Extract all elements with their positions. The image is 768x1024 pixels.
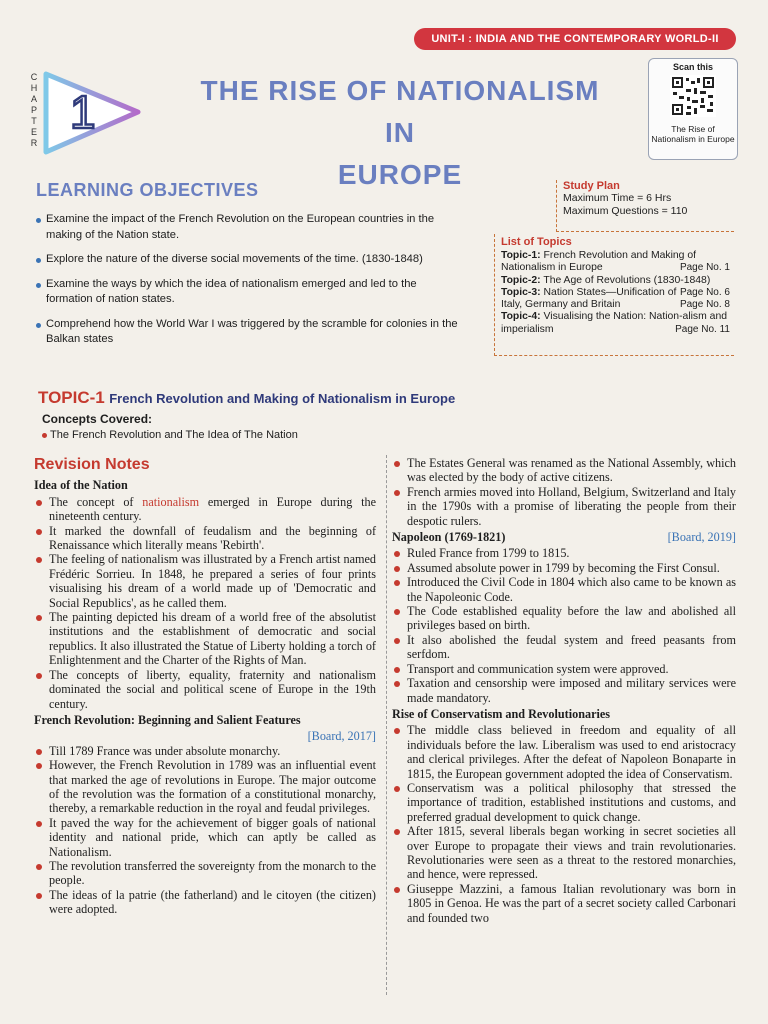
list-item: Explore the nature of the diverse social movements of the time. (1830-1848) [36, 252, 466, 268]
topic-heading [38, 388, 455, 408]
revision-left-column [34, 458, 376, 917]
bullet-icon [394, 551, 400, 557]
bullet-icon [394, 461, 400, 467]
bullet-icon [36, 323, 41, 328]
bullet-icon [36, 218, 41, 223]
list-item: It marked the downfall of feudalism and the beginning of Renaissance which literally means 'Rebirth'. [34, 524, 376, 553]
topic-list-item[interactable]: Topic-2: The Age of Revolutions (1830-1848) Page No. 6 [501, 274, 730, 298]
list-item: Taxation and censorship were imposed and military services were made mandatory. [392, 676, 736, 705]
list-item: The middle class believed in freedom and equality of all individuals before the law. Liberalism was used to end aristocracy and clerical privileges. After the defeat of Napoleon Bonaparte in 1815, the European government adopted the idea of Conservatism. [392, 723, 736, 781]
unit-banner: UNIT-I : INDIA AND THE CONTEMPORARY WORLD-II [414, 28, 736, 50]
list-item: Transport and communication system were approved. [392, 662, 736, 676]
learning-objectives-heading: LEARNING OBJECTIVES [36, 180, 259, 200]
list-item: Conservatism was a political philosophy that stressed the importance of tradition, established institutions and customs, and preferred gradual development to quick change. [392, 781, 736, 824]
bullet-icon [394, 490, 400, 496]
list-item: It paved the way for the achievement of bigger goals of national identity and national pride, which can aptly be called as Nationalism. [34, 816, 376, 859]
bullet-icon [36, 673, 42, 679]
topic-number: TOPIC-1 [38, 388, 105, 407]
napoleon-list [392, 546, 736, 704]
scan-qr-box[interactable] [648, 58, 738, 160]
conservatism-list [392, 723, 736, 925]
section-heading: Idea of the Nation [34, 478, 128, 493]
list-item: The feeling of nationalism was illustrated by a French artist named Frédéric Sorrieu. In 1848, he prepared a series of four prints visualising his dream of a world made up of 'Democratic and Social Republics', as he called them. [34, 552, 376, 610]
list-item: Till 1789 France was under absolute monarchy. [34, 744, 376, 758]
bullet-icon [394, 829, 400, 835]
bullet-icon [36, 529, 42, 535]
list-item: The Code established equality before the law and abolished all privileges based on birth. [392, 604, 736, 633]
list-item: Examine the ways by which the idea of nationalism emerged and led to the formation of nation states. [36, 277, 466, 308]
section-heading: French Revolution: Beginning and Salient Features [34, 712, 301, 727]
bullet-icon [394, 887, 400, 893]
concept-item: The French Revolution and The Idea of The Nation [42, 429, 298, 441]
revolution-list-cont [392, 456, 736, 528]
bullet-icon [394, 566, 400, 572]
board-tag: [Board, 2017] [307, 729, 376, 744]
revision-notes-heading: Revision Notes [34, 456, 150, 473]
bullet-icon [394, 580, 400, 586]
study-plan-title: Study Plan [563, 180, 620, 192]
list-item: Examine the impact of the French Revolution on the European countries in the making of the Nation state. [36, 212, 466, 243]
bullet-icon [36, 557, 42, 563]
column-divider [386, 455, 387, 995]
list-item: However, the French Revolution in 1789 was an influential event that marked the age of revolutions in Europe. The major outcome of the revolution was the formation of a constitutional monarchy, thereby, a remarkable reduction in the royal and feudal privileges. [34, 758, 376, 816]
qr-caption: The Rise of Nationalism in Europe [651, 124, 735, 144]
bullet-icon [394, 681, 400, 687]
bullet-icon [42, 433, 47, 438]
section-heading: Rise of Conservatism and Revolutionaries [392, 706, 611, 721]
bullet-icon [36, 283, 41, 288]
french-revolution-list [34, 744, 376, 917]
bullet-icon [36, 821, 42, 827]
topic-list-item[interactable]: Topic-4: Visualising the Nation: Nation-alism and imperialism Page No. 11 [501, 311, 730, 335]
bullet-icon [394, 728, 400, 734]
bullet-icon [36, 763, 42, 769]
revision-right-column [392, 456, 736, 925]
chapter-title: THE RISE OF NATIONALISM IN EUROPE [200, 75, 600, 190]
list-item: The concepts of liberty, equality, fraternity and nationalism dominated the social and political scene of Europe in the 19th century. [34, 668, 376, 711]
bullet-icon [36, 864, 42, 870]
topic-list-item[interactable]: Topic-1: French Revolution and Making of Nationalism in Europe Page No. 1 [501, 250, 730, 274]
bullet-icon [394, 667, 400, 673]
topic-list-item[interactable]: Topic-3: Nation States—Unification of Italy, Germany and Britain Page No. 8 [501, 286, 730, 311]
learning-objectives-list [36, 212, 466, 357]
bullet-icon [36, 749, 42, 755]
list-item: It also abolished the feudal system and freed peasants from serfdom. [392, 633, 736, 662]
list-item: The revolution transferred the sovereignty from the monarch to the people. [34, 859, 376, 888]
list-item: The Estates General was renamed as the National Assembly, which was elected by the body of active citizens. [392, 456, 736, 485]
list-item: French armies moved into Holland, Belgium, Switzerland and Italy in the 1790s with a promise of liberating the people from their despotic rulers. [392, 485, 736, 528]
list-item: Introduced the Civil Code in 1804 which also came to be known as the Napoleonic Code. [392, 575, 736, 604]
concepts-title: Concepts Covered: [42, 412, 153, 426]
board-tag: [Board, 2019] [667, 530, 736, 545]
study-plan-box [556, 180, 734, 232]
list-item: The ideas of la patrie (the fatherland) and le citoyen (the citizen) were adopted. [34, 888, 376, 917]
list-item: After 1815, several liberals began working in secret societies all over Europe to propagate their views and train revolutionaries. Revolutionaries were seen as a threat to the restored monarchies, and hence, were repressed. [392, 824, 736, 882]
concepts-covered [42, 412, 298, 441]
bullet-icon [36, 500, 42, 506]
list-item: The painting depicted his dream of a world free of the absolutist institutions and the establishment of democratic and social republics. It also illustrated the Statue of Liberty holding a torch of Enlightenment and the Charter of the Rights of Man. [34, 610, 376, 668]
idea-list [34, 495, 376, 711]
bullet-icon [36, 615, 42, 621]
qr-code-icon[interactable] [670, 75, 716, 117]
bullet-icon [394, 638, 400, 644]
study-plan-questions: Maximum Questions = 110 [563, 205, 688, 217]
topic-name: French Revolution and Making of Nationalism in Europe [109, 391, 456, 406]
bullet-icon [36, 893, 42, 899]
topics-list-box [494, 234, 734, 356]
chapter-number-arrow-icon [42, 68, 144, 156]
list-item: Ruled France from 1799 to 1815. [392, 546, 736, 560]
bullet-icon [394, 786, 400, 792]
section-heading: Napoleon (1769-1821) [Board, 2019] [392, 530, 736, 545]
scan-label: Scan this [672, 62, 713, 72]
list-item: Comprehend how the World War I was triggered by the scramble for colonies in the Balkan states [36, 317, 466, 348]
bullet-icon [36, 258, 41, 263]
chapter-label: C H A P T E R [30, 72, 38, 148]
list-item: Giuseppe Mazzini, a famous Italian revolutionary was born in 1805 in Genoa. He was the part of a secret society called Carbonari and founded two [392, 882, 736, 925]
chapter-number: 1 [70, 86, 96, 138]
study-plan-time: Maximum Time = 6 Hrs [563, 192, 672, 204]
topics-list-title: List of Topics [501, 236, 572, 248]
bullet-icon [394, 609, 400, 615]
list-item: Assumed absolute power in 1799 by becoming the First Consul. [392, 561, 736, 575]
list-item: The concept of nationalism emerged in Europe during the nineteenth century. [34, 495, 376, 524]
